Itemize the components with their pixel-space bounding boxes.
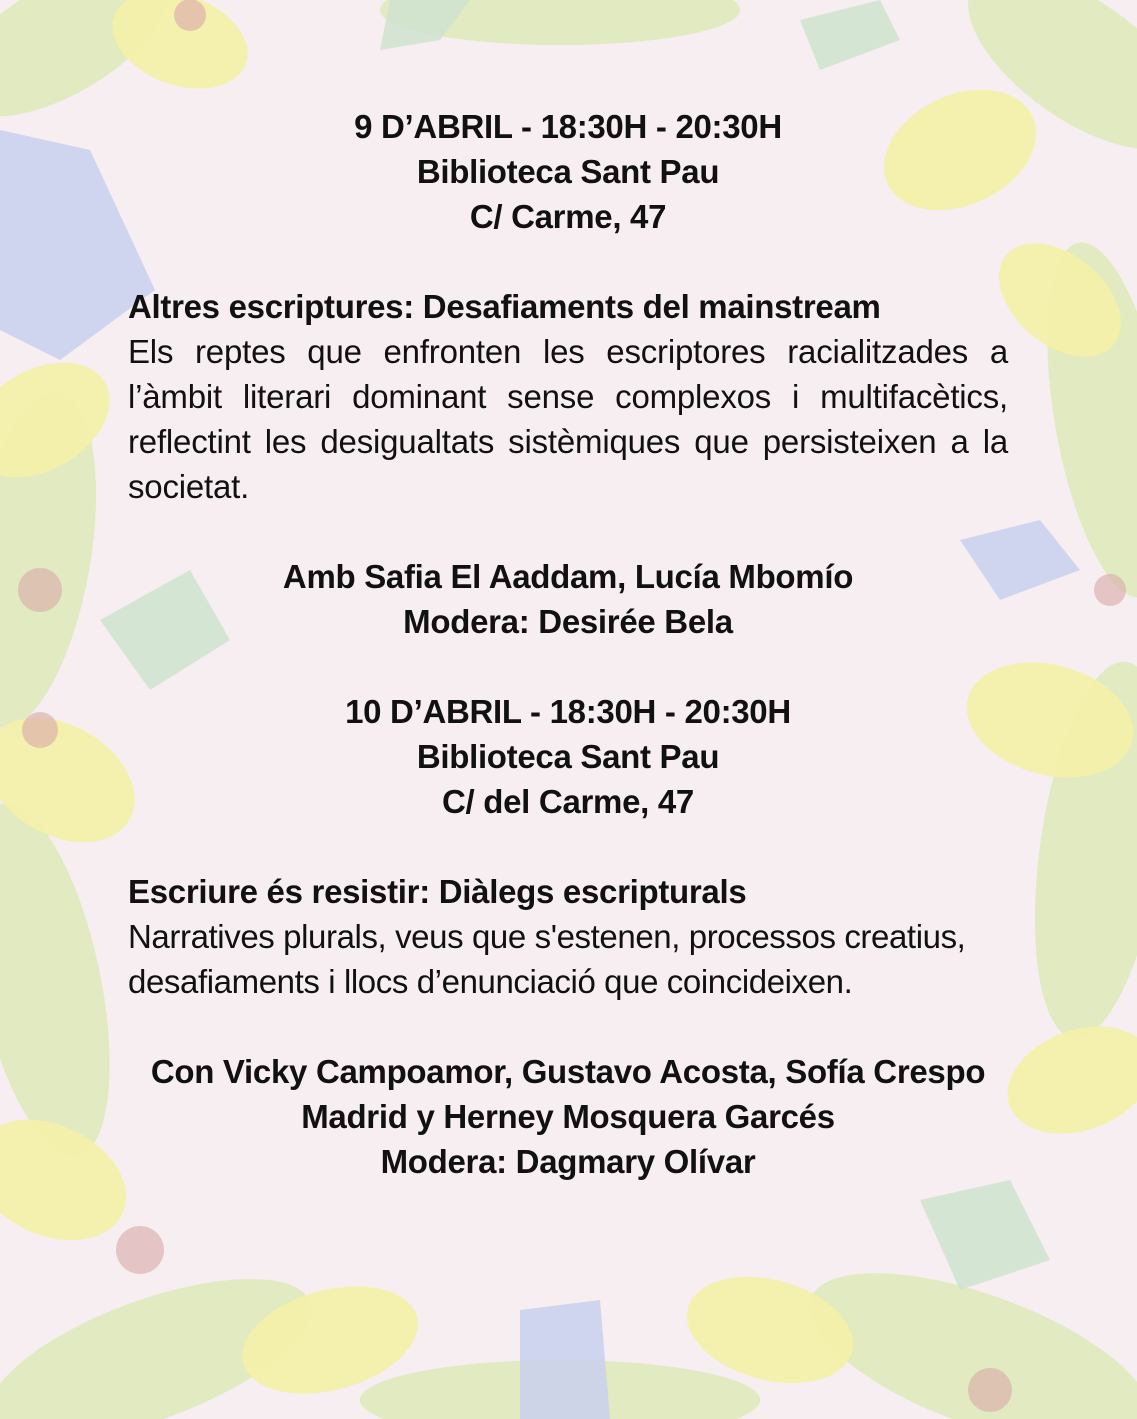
- event2-participants: Con Vicky Campoamor, Gustavo Acosta, Sofía Crespo: [150, 1053, 986, 1090]
- event2-description: [128, 914, 1008, 1004]
- event1-description: Els reptes que enfronten les escriptores racialitzades a l’àmbit literari dominant sense complexos i multifacètics, reflectint les desigualtats sistèmiques que persisteixen a la societat.: [128, 333, 1008, 505]
- program-content: [128, 104, 1008, 1184]
- event2-description-line: Narratives plurals, veus que s'estenen, processos creatius,: [128, 918, 966, 955]
- event2-participants: Madrid y Herney Mosquera Garcés: [301, 1098, 835, 1135]
- event1-venue: Biblioteca Sant Pau: [416, 153, 720, 190]
- event2-info: [128, 689, 1008, 824]
- event1-info: [128, 104, 1008, 239]
- event2-title: Escriure és resistir: Diàlegs escripturals: [128, 873, 747, 910]
- event1-address: C/ Carme, 47: [469, 198, 667, 235]
- event1-credits: [128, 554, 1008, 644]
- event2-date: 10 D’ABRIL - 18:30H - 20:30H: [345, 693, 791, 730]
- event2-venue: Biblioteca Sant Pau: [416, 738, 720, 775]
- event2-moderator: Modera: Dagmary Olívar: [380, 1143, 756, 1180]
- event1-date: 9 D’ABRIL - 18:30H - 20:30H: [354, 108, 782, 145]
- event2-address: C/ del Carme, 47: [442, 783, 694, 820]
- event1-title: Altres escriptures: Desafiaments del mainstream: [128, 288, 881, 325]
- event1-participants: Amb Safia El Aaddam, Lucía Mbomío: [282, 558, 854, 595]
- event1-moderator: Modera: Desirée Bela: [403, 603, 733, 640]
- event2-description-line: desafiaments i llocs d’enunciació que coincideixen.: [128, 963, 853, 1000]
- event2-credits: [128, 1049, 1008, 1184]
